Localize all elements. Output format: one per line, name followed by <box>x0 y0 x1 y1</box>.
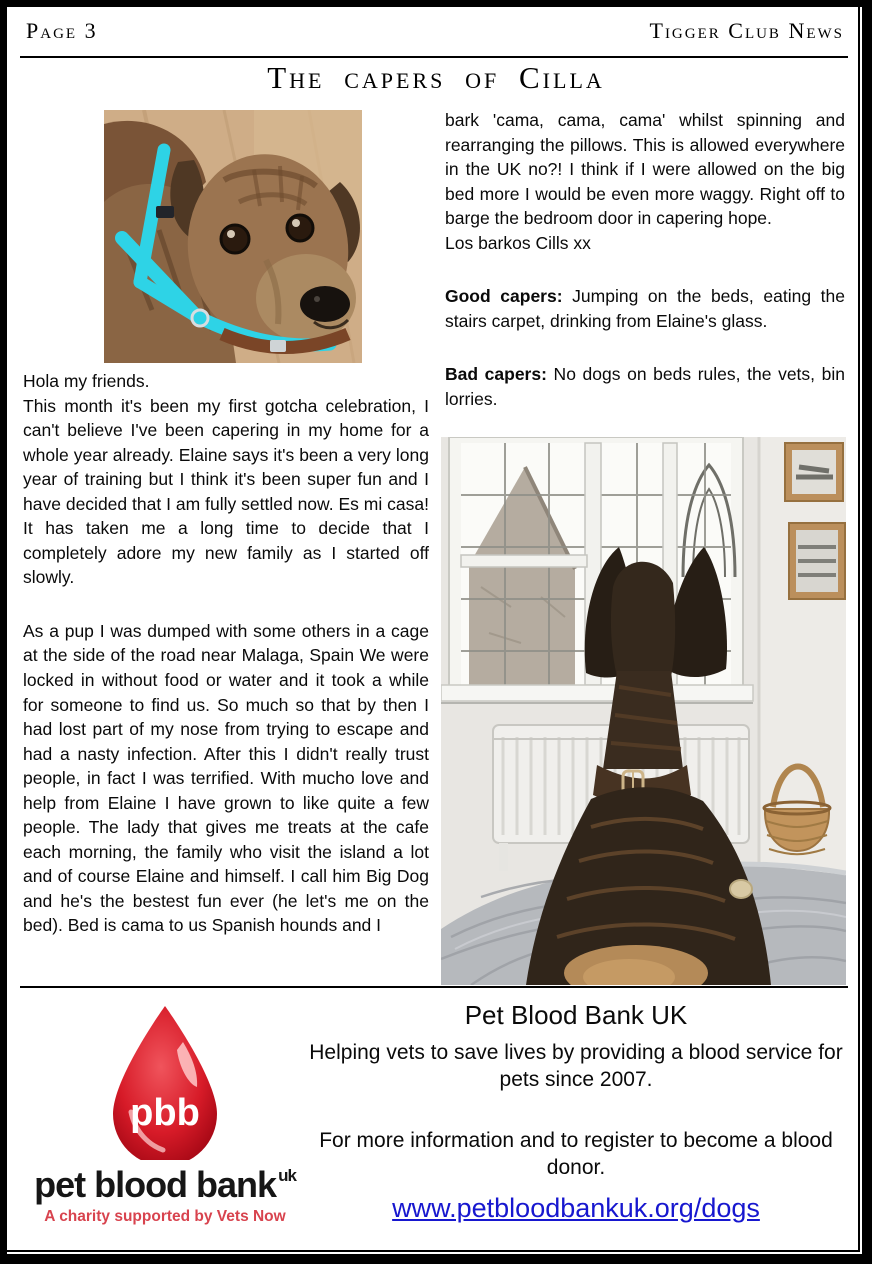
bad-capers-paragraph <box>445 362 845 411</box>
bad-capers-label: Bad capers: <box>445 364 547 385</box>
good-capers-label: Good capers: <box>445 286 563 307</box>
intro-text: This month it's been my first gotcha celebration, I can't believe I've been capering in my home for a whole year already. Elaine says it's been a very long year of training but I think it's been super fun and I have decided that I am fully settled now. Es mi casa! It has taken me a long time to decide that I completely adore my new family as I started off slowly. <box>23 395 429 588</box>
blood-drop-icon <box>99 1000 231 1160</box>
signoff-line: Los barkos Cills xx <box>445 232 591 253</box>
bad-capers-text: No dogs on beds rules, the vets, bin lorries. <box>445 364 845 409</box>
article-left-column <box>23 369 429 938</box>
header-rule <box>20 56 848 58</box>
register-cta: For more information and to register to become a blood donor. <box>319 1129 833 1179</box>
pbb-tagline: A charity supported by Vets Now <box>44 1208 286 1225</box>
continuation-text: bark 'cama, cama, cama' whilst spinning and rearranging the pillows. This is allowed everywhere in the UK no?! I think if I were allowed on the big bed more I would be even more waggy. Right off to barge the bedroom door in capering hope. <box>445 110 845 229</box>
good-capers-paragraph <box>445 284 845 333</box>
continuation-paragraph <box>445 108 845 255</box>
cilla-portrait-photo <box>104 110 362 363</box>
article-right-column <box>445 108 845 411</box>
bedroom-photo <box>441 437 846 985</box>
intro-paragraph <box>23 369 429 590</box>
good-capers-text: Jumping on the beds, eating the stairs carpet, drinking from Elaine's glass. <box>445 286 845 331</box>
page-number: Page 3 <box>26 18 98 43</box>
pbb-logo <box>24 994 306 1226</box>
backstory-paragraph: As a pup I was dumped with some others in a cage at the side of the road near Malaga, Spain We were locked in without food or water and it took a while for someone to find us. So much so that by then I had lost part of my nose from trying to escape and had a nasty infection. After this I didn't really trust people, in fact I was terrified. With mucho love and help from Elaine I have grown to like quite a few people. The lady that gives me treats at the cafe each morning, the family who visit the island a lot and of course Elaine and himself. I call him Big Dog and he's the bestest fun ever (he let's me on the bed). Bed is cama to us Spanish hounds and I <box>23 620 429 936</box>
pbb-drop-text: pbb <box>130 1092 200 1134</box>
pbb-uk-superscript: uk <box>278 1166 296 1185</box>
footer-rule <box>20 986 848 988</box>
footer-text-block <box>308 1000 844 1224</box>
org-description: Helping vets to save lives by providing a blood service for pets since 2007. <box>309 1041 843 1091</box>
dog-portrait-illustration <box>104 110 362 363</box>
org-name: Pet Blood Bank UK <box>464 1000 688 1030</box>
article-title: The capers of Cilla <box>267 60 605 95</box>
pbb-link[interactable]: www.petbloodbankuk.org/dogs <box>392 1193 760 1223</box>
newsletter-title: Tigger Club News <box>649 18 844 43</box>
page-header <box>26 18 844 44</box>
bedroom-illustration <box>441 437 846 985</box>
pbb-wordmark: pet blood bank $^{uk}$ <box>34 1164 296 1205</box>
greeting-line: Hola my friends. <box>23 371 150 391</box>
